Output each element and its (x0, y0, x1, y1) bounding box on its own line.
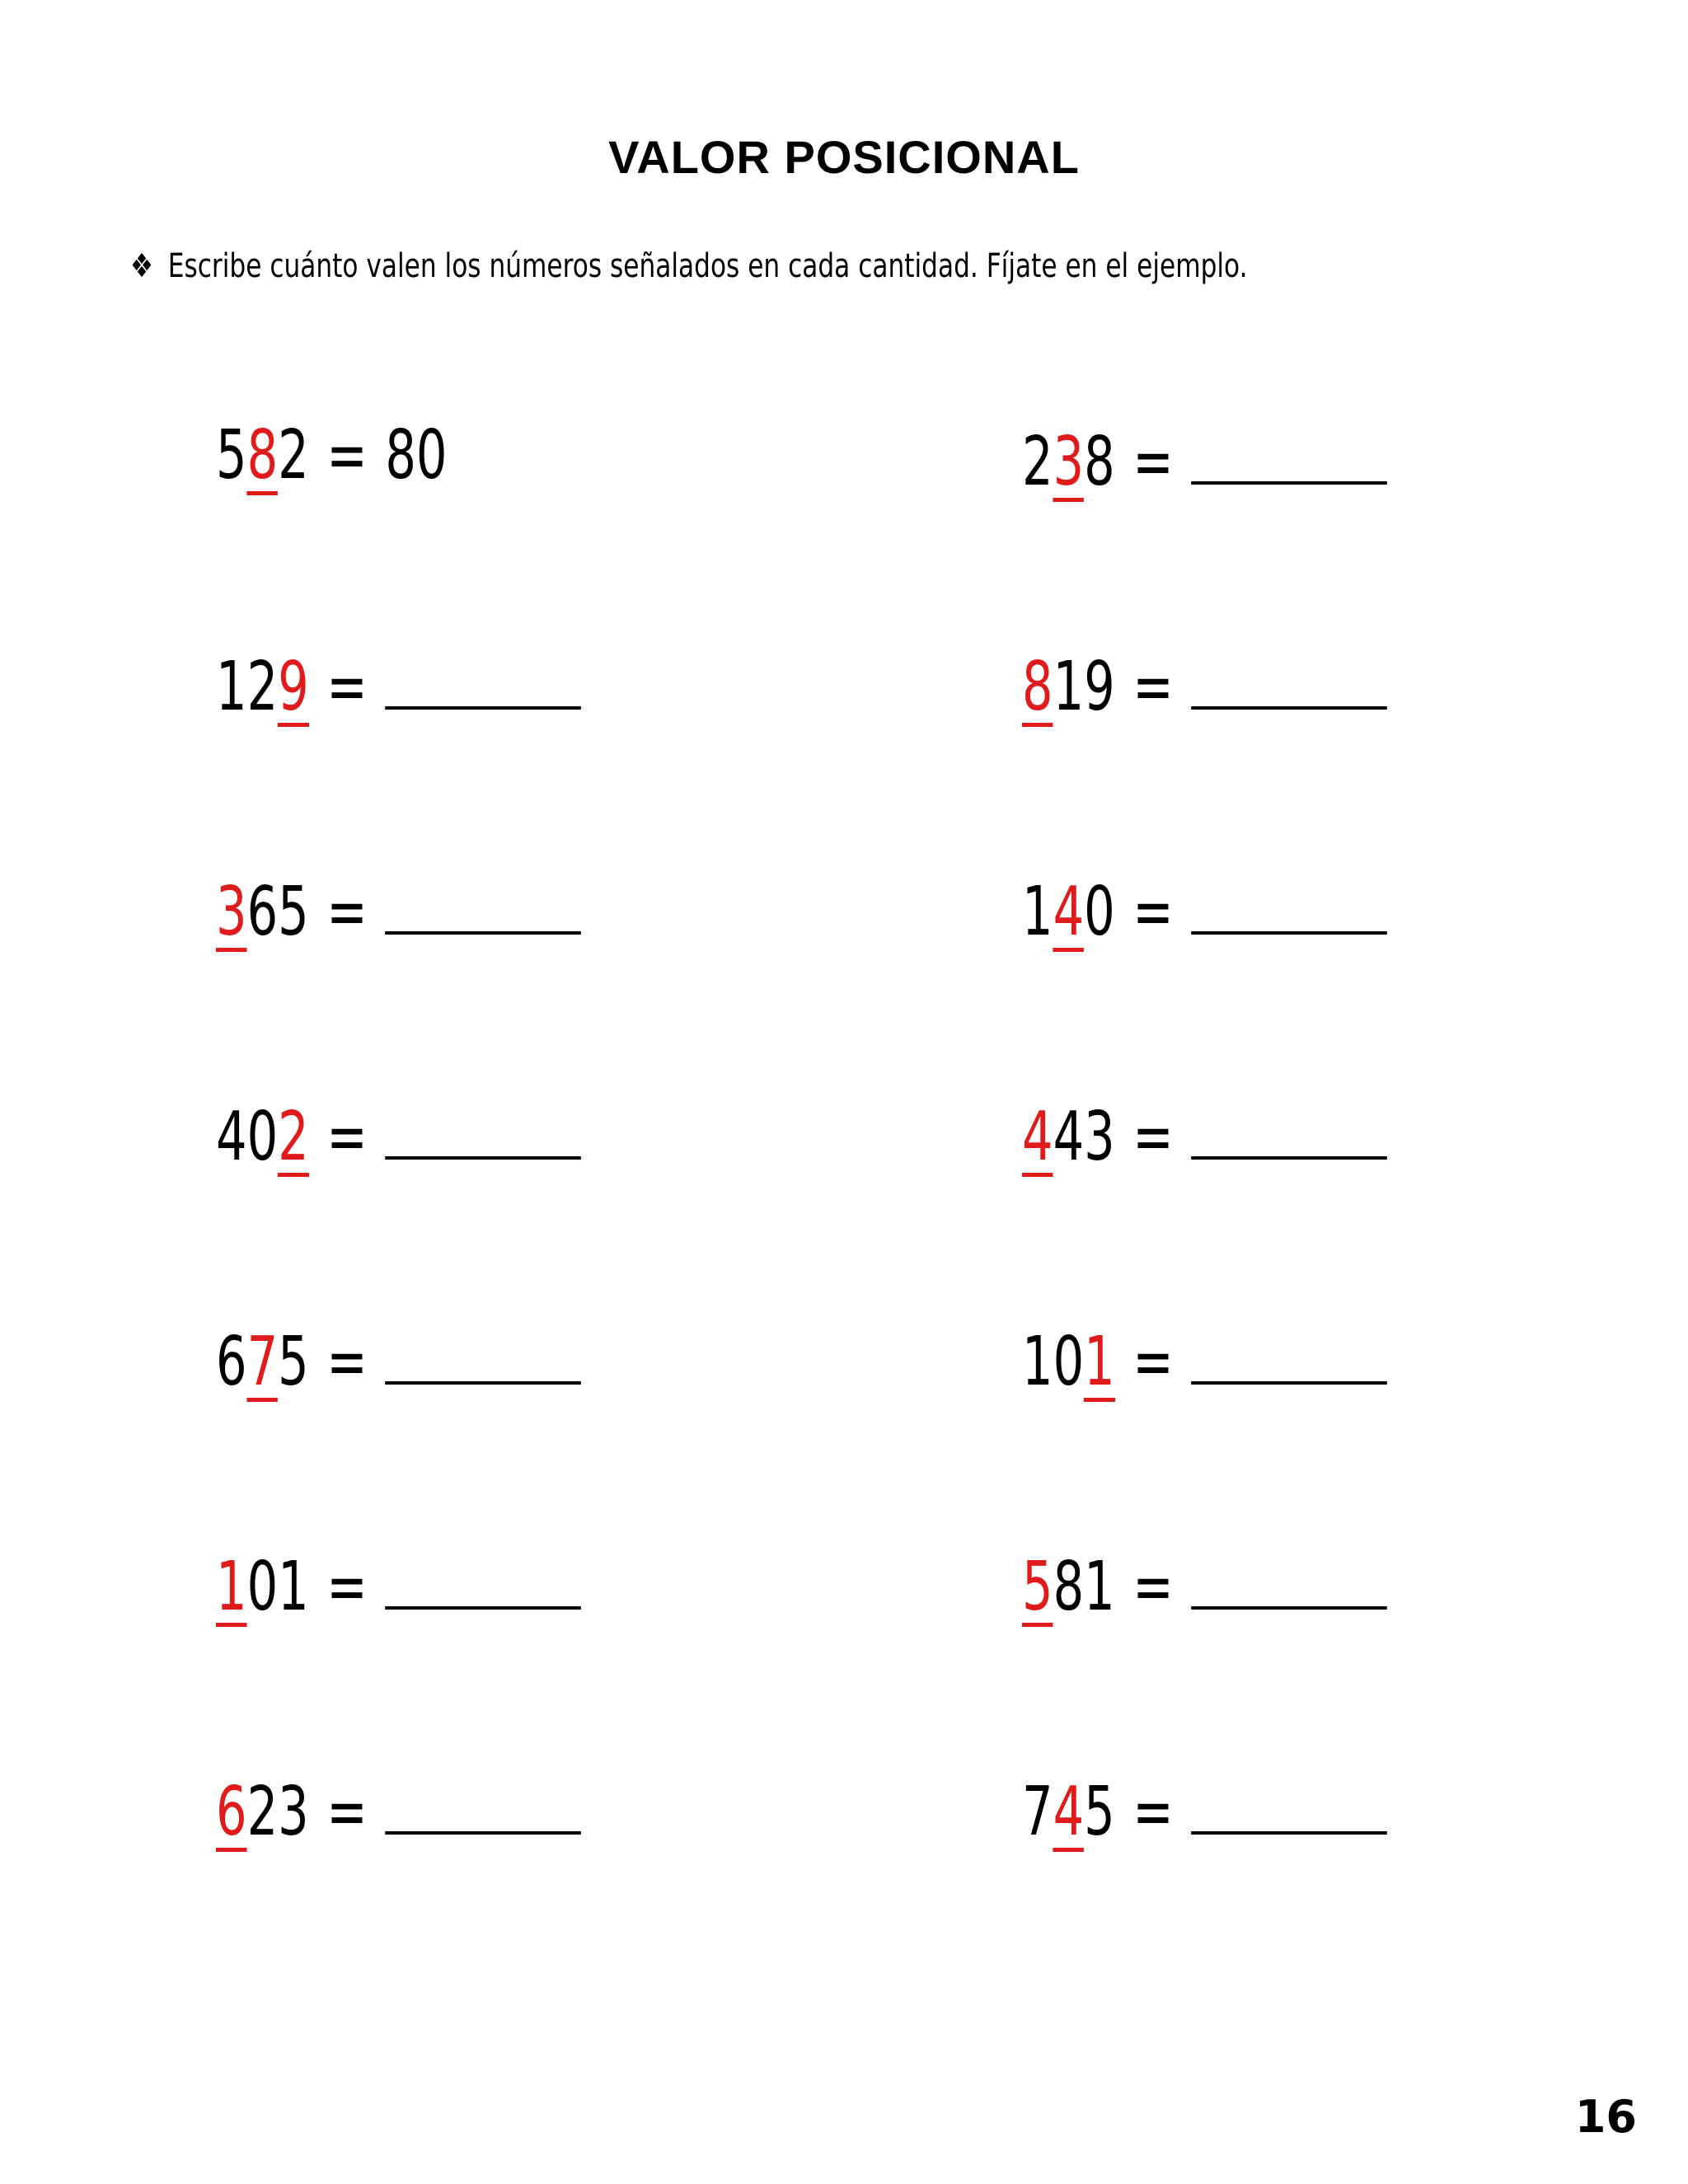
equals-sign: = (326, 1098, 368, 1176)
marked-digit: 3 (1053, 423, 1085, 501)
answer-value: 80 (385, 416, 448, 494)
digit: 0 (246, 1548, 279, 1626)
exercise-item (1022, 1772, 1387, 1852)
digit: 1 (1022, 1323, 1053, 1401)
answer-blank[interactable] (1191, 1547, 1387, 1610)
number (216, 648, 309, 726)
marked-digit: 3 (216, 873, 247, 951)
marked-digit: 4 (1022, 1098, 1053, 1176)
digit: 4 (1053, 1098, 1085, 1176)
answer-blank[interactable] (1191, 647, 1387, 710)
equals-sign: = (326, 1773, 368, 1851)
answer-blank[interactable] (385, 1772, 581, 1835)
answer-blank[interactable] (385, 1547, 581, 1610)
digit: 5 (278, 873, 309, 951)
marked-digit: 8 (1022, 648, 1053, 726)
number (216, 1323, 309, 1401)
digit: 4 (216, 1098, 247, 1176)
answer-blank[interactable] (385, 1097, 581, 1160)
digit: 5 (1084, 1773, 1115, 1851)
number (216, 1098, 309, 1176)
exercise-item (216, 416, 448, 495)
exercise-item (216, 1547, 581, 1627)
equals-sign: = (1132, 1773, 1174, 1851)
digit: 3 (1084, 1098, 1115, 1176)
number (1022, 1773, 1115, 1851)
answer-blank[interactable] (1191, 1097, 1387, 1160)
answer-blank[interactable] (385, 872, 581, 935)
digit: 5 (278, 1323, 309, 1401)
marked-digit: 2 (278, 1098, 309, 1176)
exercise-item (216, 1322, 581, 1402)
diamond-bullet-icon: ❖ (130, 247, 153, 285)
number (216, 416, 309, 494)
digit: 1 (1022, 873, 1053, 951)
marked-digit: 5 (1022, 1548, 1053, 1626)
digit: 1 (278, 1548, 309, 1626)
exercise-item (1022, 1547, 1387, 1627)
marked-digit: 1 (1084, 1323, 1115, 1401)
exercise-item (216, 1097, 581, 1177)
answer-blank[interactable] (1191, 1772, 1387, 1835)
number (1022, 648, 1115, 726)
digit: 0 (1053, 1323, 1085, 1401)
digit: 6 (246, 873, 279, 951)
digit: 3 (278, 1773, 309, 1851)
page-title: VALOR POSICIONAL (608, 131, 1080, 183)
equals-sign: = (326, 1323, 368, 1401)
equals-sign: = (1132, 648, 1174, 726)
exercise-item (216, 647, 581, 727)
instruction (130, 247, 1248, 285)
equals-sign: = (1132, 1548, 1174, 1626)
digit: 0 (246, 1098, 279, 1176)
digit: 2 (246, 1773, 279, 1851)
exercise-item (216, 1772, 581, 1852)
answer-blank[interactable] (385, 647, 581, 710)
digit: 7 (1022, 1773, 1053, 1851)
equals-sign: = (1132, 1098, 1174, 1176)
instruction-text: Escribe cuánto valen los números señalados en cada cantidad. Fíjate en el ejemplo. (167, 247, 1248, 285)
digit: 8 (1053, 1548, 1085, 1626)
number (216, 873, 309, 951)
answer-blank[interactable] (1191, 872, 1387, 935)
equals-sign: = (1132, 873, 1174, 951)
equals-sign: = (1132, 423, 1174, 501)
number (216, 1773, 309, 1851)
digit: 2 (246, 648, 279, 726)
digit: 2 (1022, 423, 1053, 501)
equals-sign: = (1132, 1323, 1174, 1401)
marked-digit: 9 (278, 648, 309, 726)
digit: 8 (1084, 423, 1115, 501)
digit: 1 (216, 648, 247, 726)
marked-digit: 4 (1053, 1773, 1085, 1851)
digit: 5 (216, 416, 247, 494)
number (1022, 423, 1115, 501)
answer-blank[interactable] (385, 1322, 581, 1385)
exercise-item (1022, 647, 1387, 727)
exercise-item (216, 872, 581, 952)
digit: 2 (278, 416, 309, 494)
marked-digit: 1 (216, 1548, 247, 1626)
digit: 6 (216, 1323, 247, 1401)
number (1022, 1098, 1115, 1176)
exercise-item (1022, 872, 1387, 952)
marked-digit: 7 (246, 1323, 279, 1401)
number (1022, 1323, 1115, 1401)
marked-digit: 6 (216, 1773, 247, 1851)
number (1022, 873, 1115, 951)
exercise-item (1022, 422, 1387, 502)
exercise-item (1022, 1097, 1387, 1177)
marked-digit: 4 (1053, 873, 1085, 951)
number (216, 1548, 309, 1626)
marked-digit: 8 (246, 416, 279, 494)
equals-sign: = (326, 1548, 368, 1626)
equals-sign: = (326, 648, 368, 726)
digit: 1 (1053, 648, 1085, 726)
equals-sign: = (326, 416, 368, 494)
digit: 1 (1084, 1548, 1115, 1626)
digit: 0 (1084, 873, 1115, 951)
exercise-item (1022, 1322, 1387, 1402)
equals-sign: = (326, 873, 368, 951)
page-number: 16 (1574, 2091, 1637, 2143)
answer-blank[interactable] (1191, 422, 1387, 485)
number (1022, 1548, 1115, 1626)
answer-blank[interactable] (1191, 1322, 1387, 1385)
digit: 9 (1084, 648, 1115, 726)
